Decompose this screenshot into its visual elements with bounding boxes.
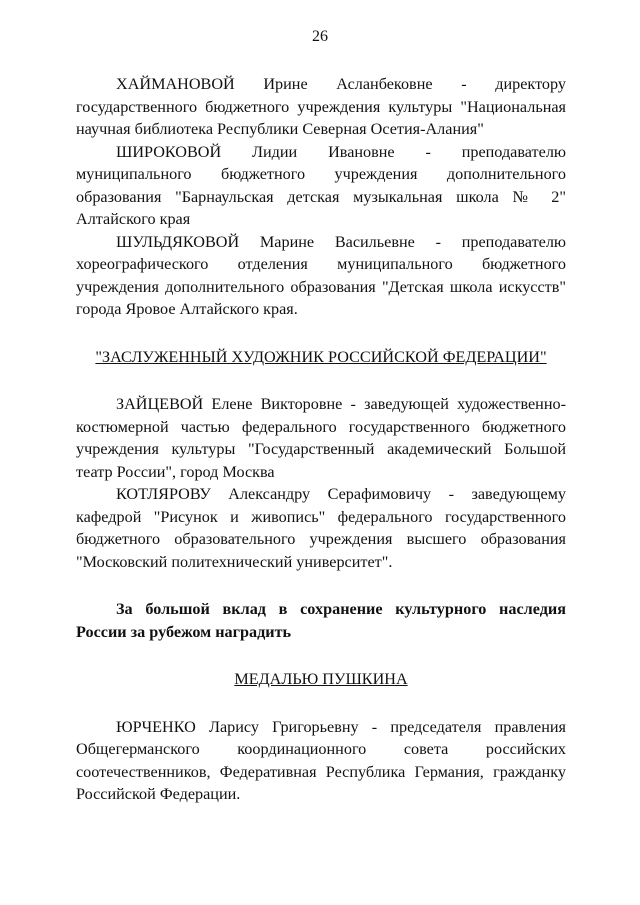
- award-entry: ШУЛЬДЯКОВОЙ Марине Васильевне - преподавателю хореографического отделения муниципального бюджетного учреждения дополнительного образования "Детская школа искусств" города Яровое Алтайского края.: [76, 232, 566, 318]
- award-intro-paragraph: За большой вклад в сохранение культурного наследия России за рубежом наградить: [76, 600, 566, 641]
- medal-heading: МЕДАЛЬЮ ПУШКИНА: [234, 670, 408, 688]
- award-entry: ХАЙМАНОВОЙ Ирине Асланбековне - директору государственного бюджетного учреждения культуры "Национальная научная библиотека Республики Северная Осетия-Алания": [76, 75, 566, 138]
- award-entry: КОТЛЯРОВУ Александру Серафимовичу - заведующему кафедрой "Рисунок и живопись" федерального государственного бюджетного образовательного учреждения высшего образования "Московский политехнический университет".: [76, 485, 566, 571]
- award-entry: ЮРЧЕНКО Ларису Григорьевну - председателя правления Общегерманского координационного совета российских соотечественников, Федеративная Республика Германия, гражданку Российской Федерации.: [76, 717, 566, 803]
- award-entry: ШИРОКОВОЙ Лидии Ивановне - преподавателю муниципального бюджетного учреждения дополнительного образования "Барнаульская детская музыкальная школа № 2" Алтайского края: [76, 142, 566, 228]
- award-section: [76, 716, 566, 806]
- award-section: [76, 393, 566, 573]
- award-title-heading: "ЗАСЛУЖЕННЫЙ ХУДОЖНИК РОССИЙСКОЙ ФЕДЕРАЦИИ": [95, 347, 547, 366]
- award-entry: ЗАЙЦЕВОЙ Елене Викторовне - заведующей художественно-костюмерной частью федерального государственного бюджетного учреждения культуры "Государственный академический Большой театр России", город Москва: [76, 395, 566, 481]
- page-number: 26: [312, 28, 328, 45]
- document-body: [76, 73, 566, 806]
